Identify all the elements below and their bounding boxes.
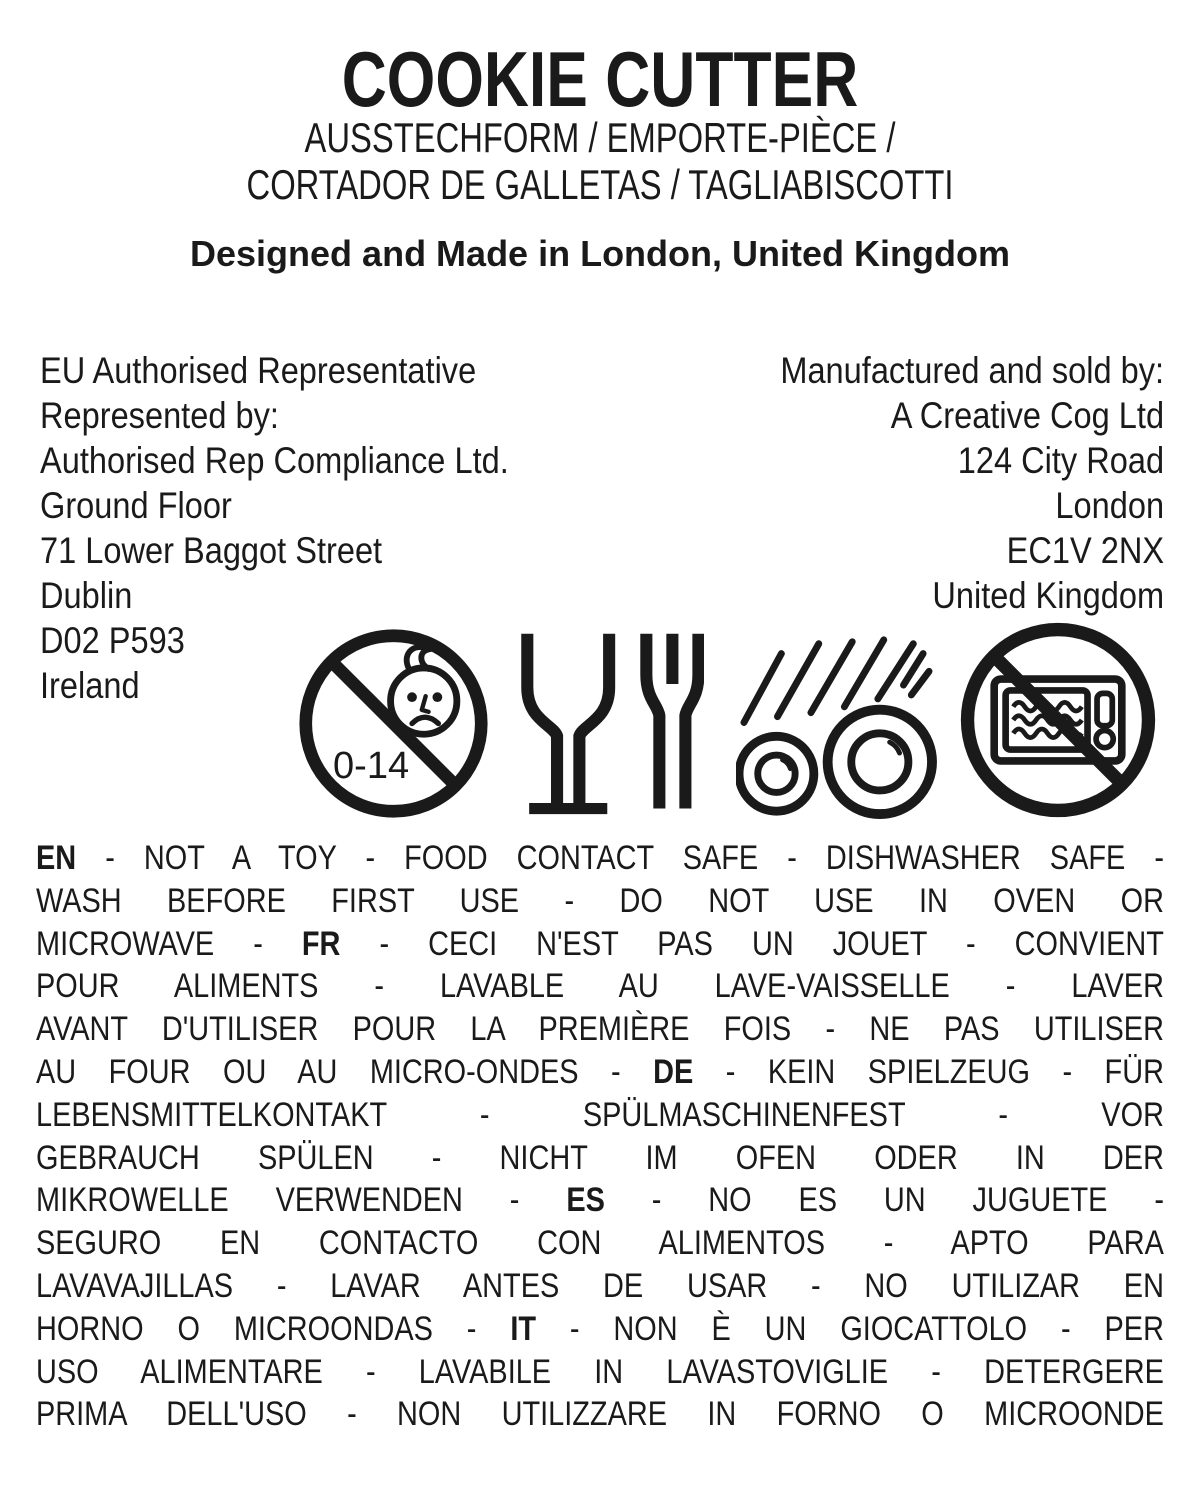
address-line: EU Authorised Representative bbox=[40, 350, 477, 391]
safety-text-segment: AVANT D'UTILISER POUR LA PREMIÈRE FOIS - NE PAS UTILISER bbox=[36, 1010, 1164, 1049]
safety-text-segment: AU FOUR OU AU MICRO-ONDES - bbox=[36, 1052, 654, 1091]
address-line: Dublin bbox=[40, 575, 133, 616]
dishwasher-safe-icon bbox=[736, 628, 938, 820]
safety-line bbox=[36, 1308, 1164, 1351]
address-line: Ground Floor bbox=[40, 485, 232, 526]
product-title: COOKIE CUTTER bbox=[341, 35, 859, 123]
age-restriction-0-14-icon bbox=[296, 626, 491, 821]
safety-line bbox=[36, 1393, 1164, 1436]
safety-text-segment: LEBENSMITTELKONTAKT - SPÜLMASCHINENFEST - VOR bbox=[36, 1095, 1164, 1134]
address-line: A Creative Cog Ltd bbox=[890, 395, 1164, 436]
safety-text-segment: - KEIN SPIELZEUG - FÜR bbox=[693, 1052, 1164, 1091]
language-code: ES bbox=[566, 1181, 605, 1220]
subtitle-line-1: AUSSTECHFORM / EMPORTE-PIÈCE / bbox=[304, 114, 896, 161]
safety-text-segment: - CECI N'EST PAS UN JOUET - CONVIENT bbox=[340, 924, 1164, 963]
safety-text-segment: MICROWAVE - bbox=[36, 924, 302, 963]
address-line: Ireland bbox=[40, 665, 140, 706]
address-line: London bbox=[1055, 485, 1164, 526]
safety-line bbox=[36, 1137, 1164, 1180]
safety-line bbox=[36, 1222, 1164, 1265]
safety-text-segment: USO ALIMENTARE - LAVABILE IN LAVASTOVIGLIE - DETERGERE bbox=[36, 1352, 1164, 1391]
address-line: Authorised Rep Compliance Ltd. bbox=[40, 440, 509, 481]
product-title-translations bbox=[132, 114, 1068, 208]
language-code: FR bbox=[301, 924, 341, 963]
address-line: Manufactured and sold by: bbox=[780, 350, 1164, 391]
safety-text-segment: - NOT A TOY - FOOD CONTACT SAFE - DISHWASHER SAFE - bbox=[76, 839, 1164, 877]
safety-text-segment: MIKROWELLE VERWENDEN - bbox=[36, 1181, 567, 1220]
safety-text-segment: WASH BEFORE FIRST USE - DO NOT USE IN OVEN OR bbox=[36, 881, 1164, 920]
safety-line bbox=[36, 923, 1164, 966]
safety-text-segment: SEGURO EN CONTACTO CON ALIMENTOS - APTO PARA bbox=[36, 1224, 1164, 1263]
safety-text-segment: POUR ALIMENTS - LAVABLE AU LAVE-VAISSELLE - LAVER bbox=[36, 967, 1164, 1006]
safety-line bbox=[36, 837, 1164, 880]
safety-text-segment: GEBRAUCH SPÜLEN - NICHT IM OFEN ODER IN DER bbox=[36, 1138, 1164, 1177]
age-range-label: 0-14 bbox=[333, 745, 410, 788]
safety-line bbox=[36, 1265, 1164, 1308]
address-line: United Kingdom bbox=[932, 575, 1164, 616]
safety-text-segment: HORNO O MICROONDAS - bbox=[36, 1309, 511, 1348]
made-in-statement: Designed and Made in London, United Kingdom bbox=[190, 233, 1010, 274]
safety-line bbox=[36, 1351, 1164, 1394]
subtitle-line-2: CORTADOR DE GALLETAS / TAGLIABISCOTTI bbox=[246, 161, 954, 208]
address-line: Represented by: bbox=[40, 395, 279, 436]
address-line: 71 Lower Baggot Street bbox=[40, 530, 383, 571]
safety-text-segment: - NON È UN GIOCATTOLO - PER bbox=[536, 1309, 1164, 1348]
safety-line bbox=[36, 1008, 1164, 1051]
address-line: 124 City Road bbox=[957, 440, 1164, 481]
food-contact-safe-icon bbox=[518, 630, 704, 816]
do-not-microwave-icon bbox=[958, 620, 1158, 820]
safety-text-segment: - NO ES UN JUGUETE - bbox=[604, 1181, 1164, 1220]
address-line: D02 P593 bbox=[40, 620, 185, 661]
safety-text bbox=[36, 837, 1164, 1436]
address-line: EC1V 2NX bbox=[1006, 530, 1164, 571]
manufacturer-address bbox=[780, 348, 1164, 618]
safety-line bbox=[36, 1094, 1164, 1137]
safety-line bbox=[36, 965, 1164, 1008]
safety-line bbox=[36, 880, 1164, 923]
safety-line bbox=[36, 1179, 1164, 1222]
safety-text-segment: LAVAVAJILLAS - LAVAR ANTES DE USAR - NO UTILIZAR EN bbox=[36, 1266, 1164, 1305]
language-code: DE bbox=[653, 1052, 694, 1091]
language-code: IT bbox=[510, 1309, 537, 1348]
safety-line bbox=[36, 1051, 1164, 1094]
language-code: EN bbox=[36, 839, 77, 877]
safety-text-segment: PRIMA DELL'USO - NON UTILIZZARE IN FORNO O MICROONDE bbox=[36, 1395, 1164, 1434]
